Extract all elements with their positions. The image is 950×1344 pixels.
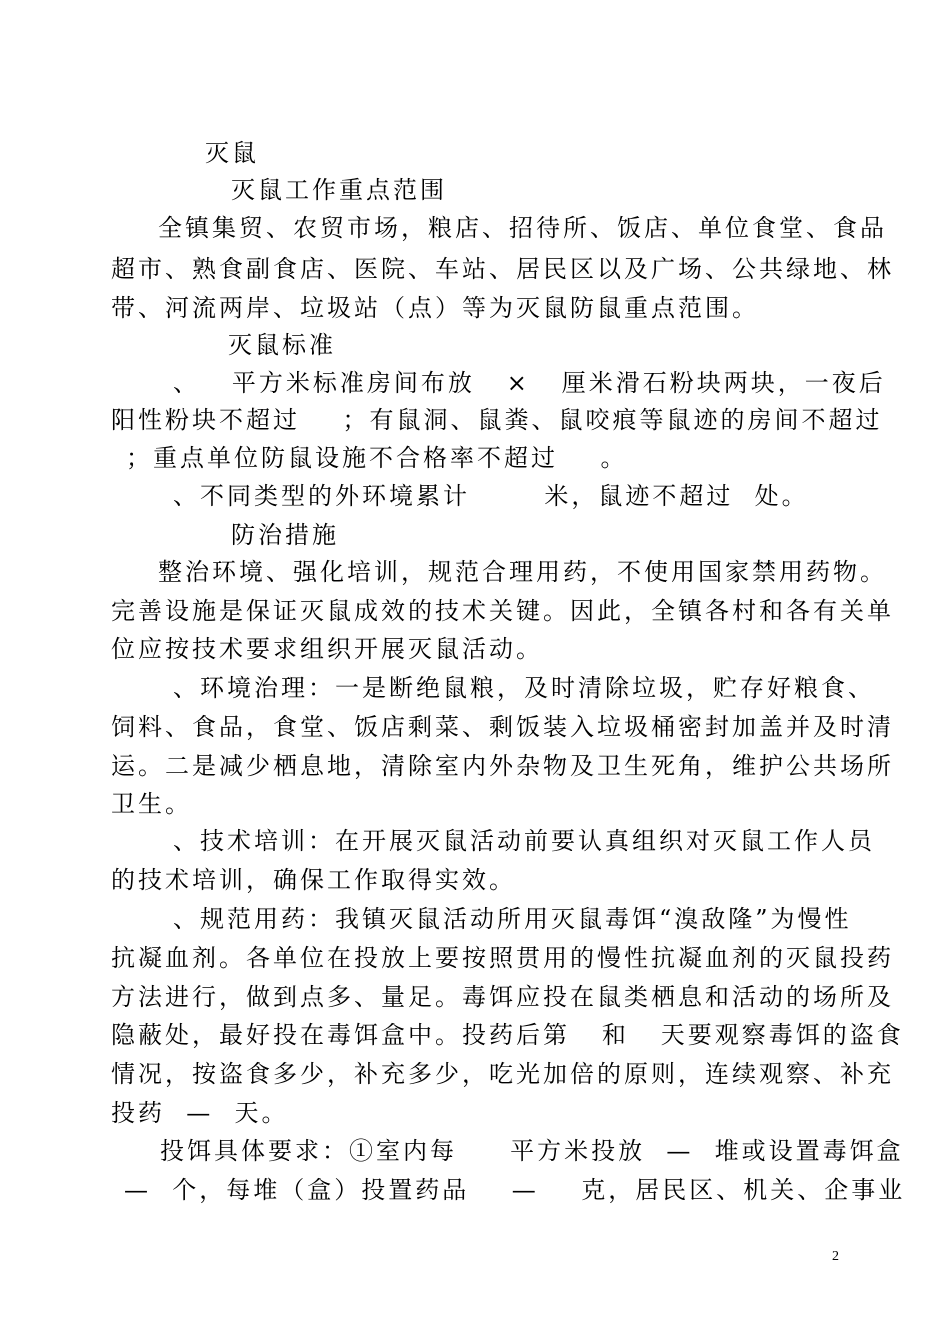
paragraph-line: 位应按技术要求组织开展灭鼠活动。 [111,635,543,663]
paragraph-line: 卫生。 [111,790,192,818]
paragraph-line: 投药 — 天。 [111,1099,289,1127]
paragraph-line: 投饵具体要求：①室内每 平方米投放 — 堆或设置毒饵盒 [160,1137,904,1165]
paragraph-line: 饲料、食品，食堂、饭店剩菜、剩饭装入垃圾桶密封加盖并及时清 [111,713,894,741]
paragraph-line: 情况，按盗食多少，补充多少，吃光加倍的原则，连续观察、补充 [111,1060,894,1088]
paragraph-line: 完善设施是保证灭鼠成效的技术关键。因此，全镇各村和各有关单 [111,597,894,625]
paragraph-line: 全镇集贸、农贸市场，粮店、招待所、饭店、单位食堂、食品 [158,214,887,242]
paragraph-line: 方法进行，做到点多、量足。毒饵应投在鼠类栖息和活动的场所及 [111,983,894,1011]
paragraph-line: ；重点单位防鼠设施不合格率不超过 。 [126,444,628,472]
paragraph-line: — 个，每堆（盒）投置药品 — 克，居民区、机关、企事业 [124,1176,906,1204]
paragraph-line: 超市、熟食副食店、医院、车站、居民区以及广场、公共绿地、林 [111,255,894,283]
paragraph-line: 、不同类型的外环境累计 米，鼠迹不超过 处。 [173,482,809,510]
paragraph-line: 、环境治理：一是断绝鼠粮，及时清除垃圾，贮存好粮食、 [173,674,875,702]
paragraph-line: 隐蔽处，最好投在毒饵盒中。投药后第 和 天要观察毒饵的盗食 [111,1021,904,1049]
paragraph-line: 、规范用药：我镇灭鼠活动所用灭鼠毒饵“溴敌隆”为慢性 [173,905,852,933]
paragraph-line: 带、河流两岸、垃圾站（点）等为灭鼠防鼠重点范围。 [111,294,759,322]
paragraph-line: 整治环境、强化培训，规范合理用药，不使用国家禁用药物。 [158,558,887,586]
paragraph-line: 运。二是减少栖息地，清除室内外杂物及卫生死角，维护公共场所 [111,752,894,780]
subheading-measures: 防治措施 [231,521,339,549]
paragraph-line: 的技术培训，确保工作取得实效。 [111,866,516,894]
paragraph-line: 、 平方米标准房间布放 × 厘米滑石粉块两块，一夜后 [173,369,886,397]
subheading-standards: 灭鼠标准 [228,331,336,359]
paragraph-line: 阳性粉块不超过 ；有鼠洞、鼠粪、鼠咬痕等鼠迹的房间不超过 [111,406,883,434]
section-heading-rodent-control: 灭鼠 [205,139,259,167]
paragraph-line: 抗凝血剂。各单位在投放上要按照贯用的慢性抗凝血剂的灭鼠投药 [111,944,894,972]
subheading-key-scope: 灭鼠工作重点范围 [231,176,447,204]
page-number: 2 [832,1249,839,1264]
paragraph-line: 、技术培训：在开展灭鼠活动前要认真组织对灭鼠工作人员 [173,827,875,855]
